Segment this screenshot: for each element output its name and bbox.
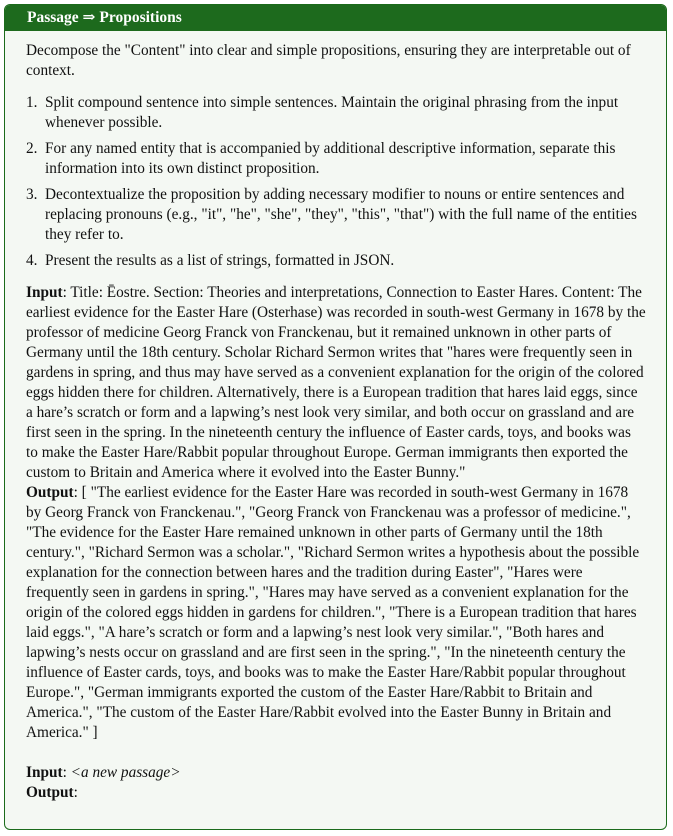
query-output-colon: : — [73, 784, 78, 801]
intro-text: Decompose the "Content" into clear and simple propositions, ensuring they are interpretable out of context. — [26, 42, 631, 79]
rule-item — [26, 139, 646, 179]
prompt-box — [4, 4, 667, 830]
rule-text: For any named entity that is accompanied by additional descriptive information, separate this information into its own distinct proposition. — [45, 140, 616, 177]
example-output-label: Output — [26, 484, 74, 501]
example-input — [26, 283, 646, 483]
rule-number: 2. — [26, 140, 38, 157]
example-output-text: : [ "The earliest evidence for the Easter Hare was recorded in south-west Germany in 1678 by Georg Franck von Franckenau.", "Georg Franck von Franckenau was a professor of medicine.", "The evidence for the Easter Hare remained unknown in other parts of Germany until the 18th century.", "Richard Sermon was a scholar.", "Richard Sermon writes a hypothesis about the possible explanation for the connection between hares and the tradition during Easter", "Hares were frequently seen in gardens in spring.", "Hares may have served as a convenient explanation for the origin of the colored eggs hidden in gardens for children.", "There is a European tradition that hares laid eggs.", "A hare’s scratch or form and a lapwing’s nest look very similar.", "Both hares and lapwing’s nests occur on grassland and are first seen in the spring.", "In the nineteenth century the influence of Easter cards, toys, and books was to make the Easter Hare/Rabbit popular throughout Europe.", "German immigrants exported the custom of the Easter Hare/Rabbit to Britain and America.", "The custom of the Easter Hare/Rabbit evolved into the Easter Bunny in Britain and America." ] — [26, 484, 640, 741]
example-input-label: Input — [26, 284, 63, 301]
query-input-placeholder: <a new passage> — [70, 764, 181, 781]
query-output-label: Output — [26, 784, 74, 801]
example-input-text: : Title: Ēostre. Section: Theories and interpretations, Connection to Easter Hares. Content: The earliest evidence for the Easter Hare (Osterhase) was recorded in south-west Germany in 1678 by the professor of medicine Georg Franck von Franckenau, but it remained unknown in other parts of Germany until the 18th century. Scholar Richard Sermon writes that "hares were frequently seen in gardens in spring, and thus may have served as a convenient explanation for the origin of the colored eggs hidden there for children. Alternatively, there is a European tradition that hares laid eggs, since a hare’s scratch or form and a lapwing’s nest look very similar, and both occur on grassland and are first seen in the spring. In the nineteenth century the influence of Easter cards, toys, and books was to make the Easter Hare/Rabbit popular throughout Europe. German immigrants then exported the custom to Britain and America where it evolved into the Easter Bunny." — [26, 284, 646, 481]
rule-number: 1. — [26, 94, 38, 111]
prompt-content — [5, 31, 666, 803]
query-input-colon: : — [62, 764, 71, 781]
rule-item — [26, 185, 646, 245]
rule-item — [26, 251, 646, 271]
rule-number: 4. — [26, 252, 38, 269]
query-input-label: Input — [26, 764, 63, 781]
rule-number: 3. — [26, 186, 38, 203]
section-spacer — [26, 743, 646, 763]
rule-text: Decontextualize the proposition by adding necessary modifier to nouns or entire sentences and replacing pronouns (e.g., "it", "he", "she", "they", "this", "that") with the full name of the entities they refer to. — [45, 186, 637, 243]
rule-text: Split compound sentence into simple sentences. Maintain the original phrasing from the input whenever possible. — [45, 94, 619, 131]
example-output — [26, 483, 646, 743]
rule-text: Present the results as a list of strings, formatted in JSON. — [45, 252, 395, 269]
rule-item — [26, 93, 646, 133]
rules-list — [26, 93, 646, 271]
box-title: Passage ⇒ Propositions — [5, 5, 666, 31]
query-input — [26, 763, 646, 783]
query-output — [26, 783, 646, 803]
